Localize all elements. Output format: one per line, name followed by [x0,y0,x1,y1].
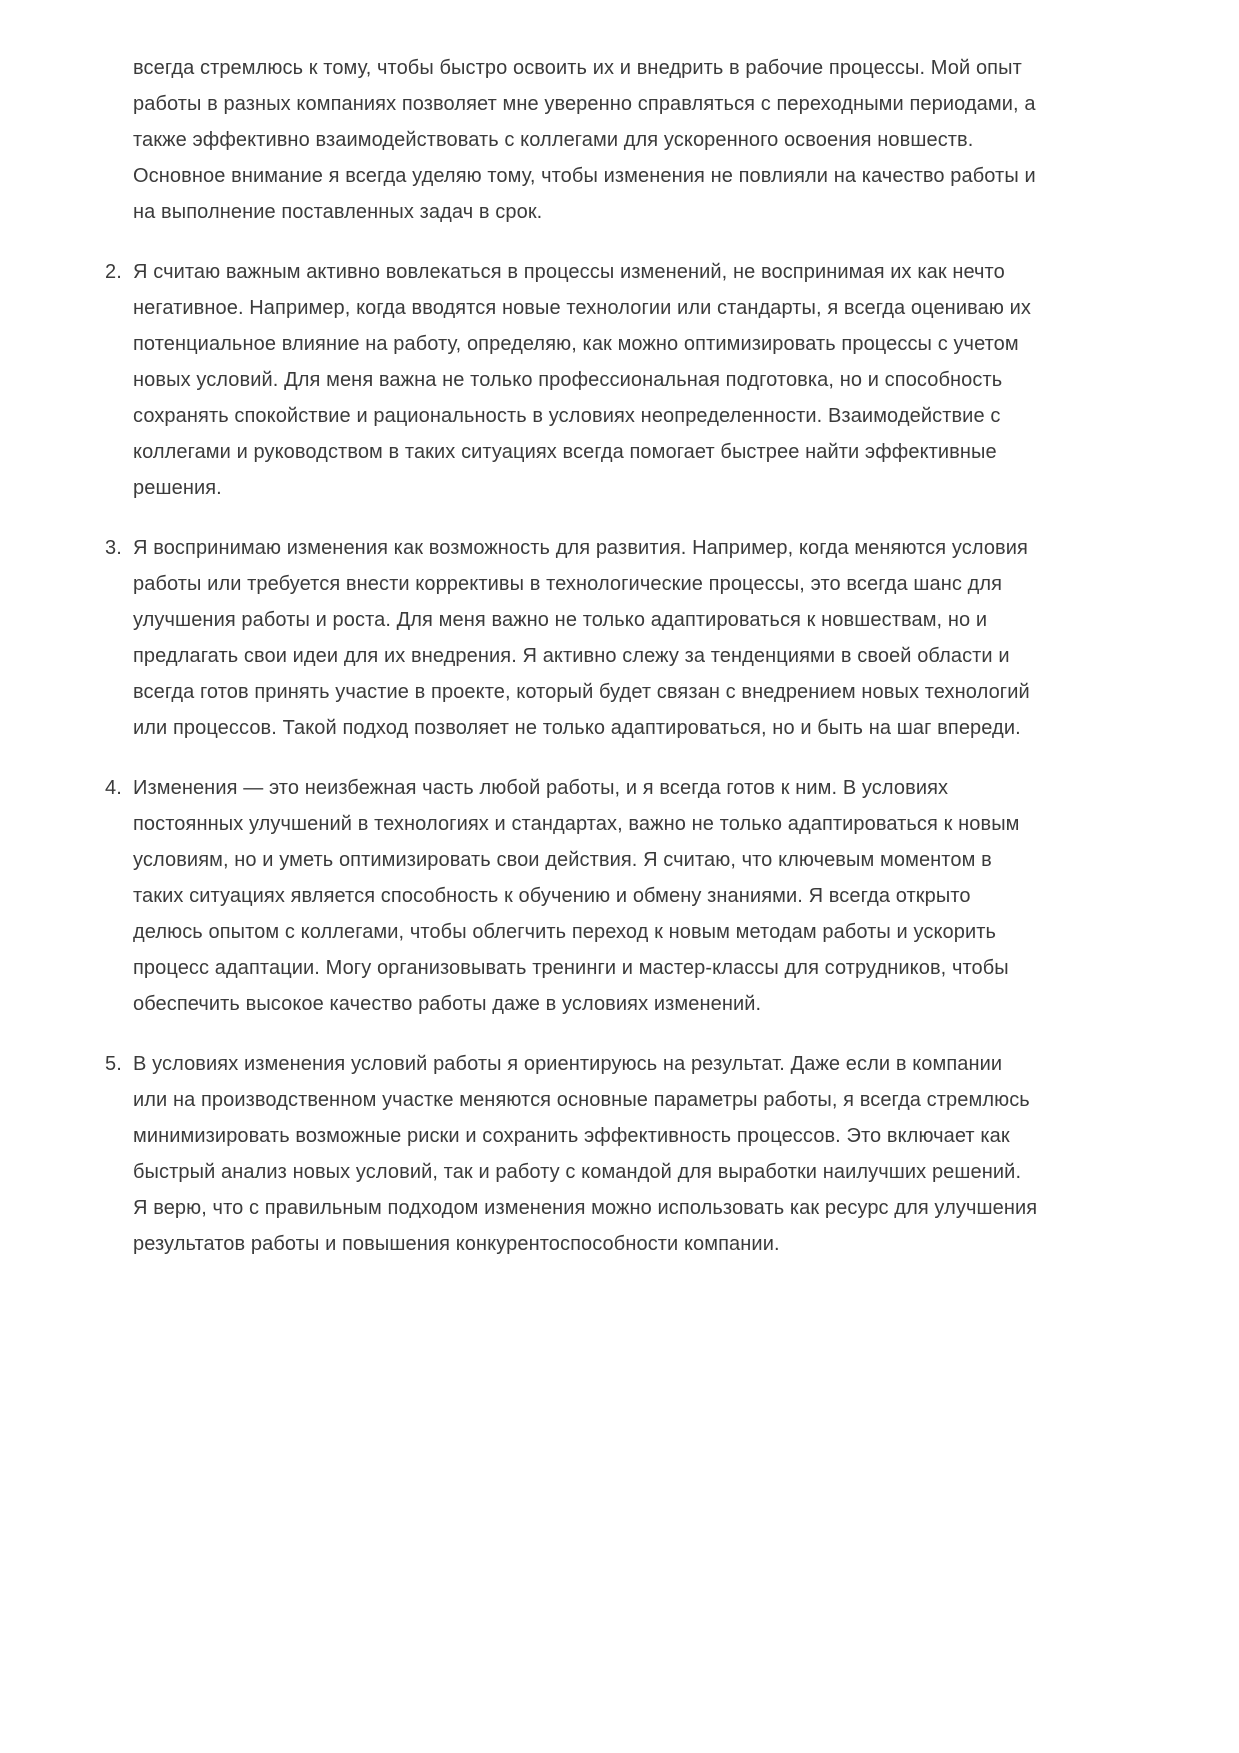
list-item-text: Я воспринимаю изменения как возможность для развития. Например, когда меняются условия работы или требуется внести коррективы в технологические процессы, это всегда шанс для улучшения работы и роста. Для меня важно не только адаптироваться к новшествам, но и предлагать свои идеи для их внедрения. Я активно слежу за тенденциями в своей области и всегда готов принять участие в проекте, который будет связан с внедрением новых технологий или процессов. Такой подход позволяет не только адаптироваться, но и быть на шаг впереди. [133,537,1030,739]
list-item-5 [105,1046,1039,1262]
list-item-text: Я считаю важным активно вовлекаться в процессы изменений, не воспринимая их как нечто негативное. Например, когда вводятся новые технологии или стандарты, я всегда оцениваю их потенциальное влияние на работу, определяю, как можно оптимизировать процессы с учетом новых условий. Для меня важна не только профессиональная подготовка, но и способность сохранять спокойствие и рациональность в условиях неопределенности. Взаимодействие с коллегами и руководством в таких ситуациях всегда помогает быстрее найти эффективные решения. [133,261,1031,499]
list-item-2 [105,254,1039,506]
list-item-number: 2. [105,261,122,283]
list-item-3 [105,530,1039,746]
list-item-text: В условиях изменения условий работы я ориентируюсь на результат. Даже если в компании или на производственном участке меняются основные параметры работы, я всегда стремлюсь минимизировать возможные риски и сохранить эффективность процессов. Это включает как быстрый анализ новых условий, так и работу с командой для выработки наилучших решений. Я верю, что с правильным подходом изменения можно использовать как ресурс для улучшения результатов работы и повышения конкурентоспособности компании. [133,1053,1038,1255]
list-item-4 [105,770,1039,1022]
list-item-text: Изменения — это неизбежная часть любой работы, и я всегда готов к ним. В условиях постоянных улучшений в технологиях и стандартах, важно не только адаптироваться к новым условиям, но и уметь оптимизировать свои действия. Я считаю, что ключевым моментом в таких ситуациях является способность к обучению и обмену знаниями. Я всегда открыто делюсь опытом с коллегами, чтобы облегчить переход к новым методам работы и ускорить процесс адаптации. Могу организовывать тренинги и мастер-классы для сотрудников, чтобы обеспечить высокое качество работы даже в условиях изменений. [133,777,1020,1015]
list-item-number: 4. [105,777,122,799]
list-item-number: 5. [105,1053,122,1075]
list-item-number: 3. [105,537,122,559]
paragraph-continuation: всегда стремлюсь к тому, чтобы быстро освоить их и внедрить в рабочие процессы. Мой опыт работы в разных компаниях позволяет мне уверенно справляться с переходными периодами, а также эффективно взаимодействовать с коллегами для ускоренного освоения новшеств. Основное внимание я всегда уделяю тому, чтобы изменения не повлияли на качество работы и на выполнение поставленных задач в срок. [133,57,1036,223]
